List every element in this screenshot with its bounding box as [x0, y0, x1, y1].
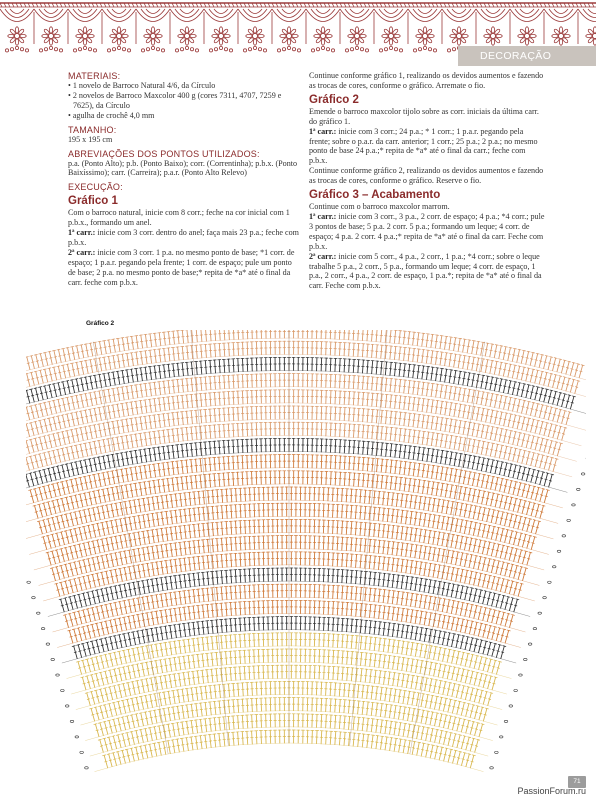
continue-text: Continue conforme gráfico 1, realizando os devidos aumentos e fazendo as trocas de cores, conforme o gráfico. Arremate o fio.: [309, 71, 544, 90]
stitch-mark: [224, 330, 225, 340]
section-tag: DECORAÇÃO: [458, 46, 596, 66]
round-label: 2ª carr.:: [309, 251, 337, 261]
stitch-mark: [339, 330, 340, 339]
round-text: inicie com 3 corr. dentro do anel; faça mais 23 p.a.; feche com p.b.x.: [68, 228, 299, 248]
grafico-3-heading: Gráfico 3 – Acabamento: [309, 189, 441, 202]
instructions-right-column: [309, 71, 545, 291]
stitch-mark: [196, 330, 197, 342]
stitch-mark: [210, 330, 211, 341]
grafico-2-round-1: [309, 127, 545, 167]
round-text: inicie com 5 corr., 4 p.a., 2 corr., 1 p.a.; *4 corr.; sobre o leque trabalhe 5 p.a., 2 corr., 5 p.a., formando um leque; 4 corr. de espaço, 1 p.a., 2 corr., 4 p.a., 2 corr. de espaço, 1 p.a.*; repita de *a* até o final da carr. Feche com p.b.x.: [309, 251, 542, 291]
size-value: 195 x 195 cm: [68, 134, 113, 144]
grafico-3-round-2: [309, 252, 545, 292]
grafico-3-round-1: [309, 212, 545, 252]
stitch-mark: [358, 330, 359, 340]
stitch-mark: [362, 330, 363, 340]
grafico-1-round-1: [68, 228, 300, 248]
stitch-mark: [233, 330, 234, 339]
material-item: • 2 novelos de Barroco Maxcolor 400 g (cores 7311, 4707, 7259 e 7625), da Círculo: [68, 91, 300, 111]
grafico-2-heading: Gráfico 2: [309, 93, 359, 106]
chart-row: [26, 406, 577, 461]
round-label: 1ª carr.:: [68, 228, 96, 238]
stitch-mark: [215, 330, 216, 340]
round-label: 2ª carr.:: [68, 247, 96, 257]
stitch-mark: [372, 330, 373, 341]
round-label: 1ª carr.:: [309, 126, 337, 136]
page-number: 71: [568, 776, 586, 788]
material-item: • agulha de crochê 4,0 mm: [68, 111, 300, 121]
stitch-mark: [243, 330, 244, 339]
stitch-mark: [367, 330, 368, 341]
grafico-1-intro: Com o barroco natural, inicie com 8 corr.; feche na cor inicial com 1 p.b.x., formando um anel.: [68, 208, 290, 228]
stitch-mark: [229, 330, 230, 340]
watermark-credit: PassionForum.ru: [517, 786, 586, 796]
stitch-mark: [335, 330, 336, 339]
stitch-mark: [349, 330, 350, 340]
execution-heading: EXECUÇÃO:: [68, 182, 123, 193]
stitch-mark: [381, 330, 382, 342]
chart-row: [26, 438, 567, 492]
stitch-mark: [344, 330, 345, 339]
stitch-mark: [353, 330, 354, 340]
chart-title: Gráfico 2: [86, 320, 115, 327]
stitch-mark: [238, 330, 239, 339]
size-heading: TAMANHO:: [68, 124, 117, 135]
abbreviations-heading: ABREVIAÇÕES DOS PONTOS UTILIZADOS:: [68, 148, 260, 159]
instructions-left-column: [68, 71, 300, 288]
round-text: inicie com 3 corr., 3 p.a., 2 corr. de espaço; 4 p.a.; *4 corr.; pule 3 pontos de base; 5 p.a. 2 corr. 5 p.a.; formando um leque; 4 corr. de espaço; 4 p.a. 2 corr. 4 p.a.;* repita de *a* até o final da carr. Feche com p.b.x.: [309, 211, 545, 251]
stitch-mark: [205, 330, 206, 341]
round-text: inicie com 3 corr.; 24 p.a.; * 1 corr.; 1 p.a.r. pegando pela frente; sobre o p.a.r. da carr. anterior; 1 corr.; 25 p.a.; 2 p.a.; no mesmo ponto de base 24 p.a.;* repita de *a* até o final da carr.; feche com p.b.x.: [309, 126, 538, 166]
chart-row: [26, 390, 581, 446]
abbreviations-text: p.a. (Ponto Alto); p.b. (Ponto Baixo); corr. (Correntinha); p.b.x. (Ponto Baixíssimo); carr. (Carreira); p.a.r. (Ponto Alto Relevo): [68, 158, 298, 178]
grafico-2-continue: Continue conforme gráfico 2, realizando os devidos aumentos e fazendo as trocas de cores, conforme o gráfico. Reserve o fio.: [309, 166, 544, 186]
grafico-2-intro: Emende o barroco maxcolor tijolo sobre as corr. iniciais da última carr. do gráfico 1.: [309, 106, 539, 126]
materials-heading: MATERIAIS:: [68, 71, 121, 81]
stitch-mark: [376, 330, 377, 342]
stitch-mark: [201, 330, 202, 342]
round-label: 1ª carr.:: [309, 211, 337, 221]
grafico-1-round-2: [68, 248, 300, 288]
round-text: inicie com 3 corr. 1 p.a. no mesmo ponto de base; *1 corr. de espaço; 1 p.a.r. pegando pela frente; 1 corr. de espaço; pule um ponto de base; 2 p.a. no mesmo ponto de base;* repita de *a* até o final da carr. feche com p.b.x.: [68, 247, 295, 287]
crochet-chart-grafico-2: [26, 330, 586, 780]
stitch-mark: [219, 330, 220, 340]
material-item: • 1 novelo de Barroco Natural 4/6, da Círculo: [68, 81, 300, 91]
grafico-3-intro: Continue com o barroco maxcolor marrom.: [309, 202, 450, 212]
grafico-1-heading: Gráfico 1: [68, 195, 118, 208]
